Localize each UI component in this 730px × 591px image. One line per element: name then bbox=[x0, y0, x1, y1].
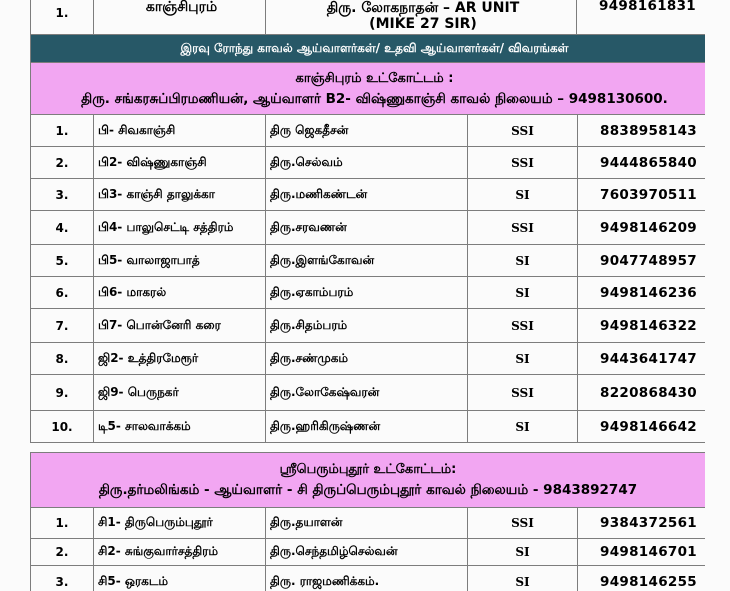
phone-number: 7603970511 bbox=[578, 179, 720, 211]
officer-cell bbox=[266, 0, 577, 35]
row-number: 2. bbox=[31, 539, 94, 566]
section-header bbox=[31, 63, 719, 115]
table-row bbox=[31, 245, 720, 277]
phone-number: 9498146701 bbox=[578, 539, 720, 566]
rank-label: SI bbox=[468, 566, 578, 591]
phone-number: 9498146209 bbox=[578, 211, 720, 245]
phone-number: 9498146255 bbox=[578, 566, 720, 591]
officer-table-section1 bbox=[30, 114, 720, 443]
station-name: பி4- பாலுசெட்டி சத்திரம் bbox=[94, 211, 266, 245]
officer-name: திரு.மணிகண்டன் bbox=[266, 179, 468, 211]
rank-label: SSI bbox=[468, 309, 578, 343]
rank-label: SI bbox=[468, 539, 578, 566]
phone-number: 9498146236 bbox=[578, 277, 720, 309]
row-number: 8. bbox=[31, 343, 94, 375]
row-number: 9. bbox=[31, 375, 94, 411]
table-row bbox=[31, 343, 720, 375]
kanchipuram-subdivision-header bbox=[31, 63, 719, 115]
phone-number: 9047748957 bbox=[578, 245, 720, 277]
officer-name: திரு.ஏகாம்பரம் bbox=[266, 277, 468, 309]
table-row bbox=[31, 0, 719, 35]
rank-label: SSI bbox=[468, 115, 578, 147]
phone-number: 9384372561 bbox=[578, 508, 720, 539]
officer-table-section2-header bbox=[30, 452, 706, 508]
table-row bbox=[31, 179, 720, 211]
row-number: 5. bbox=[31, 245, 94, 277]
section-inspector-line: திரு.தர்மலிங்கம் - ஆய்வாளர் - சி திருப்பெரும்புதூர் காவல் நிலையம் - 9843892747 bbox=[98, 482, 638, 498]
rank-label: SI bbox=[468, 277, 578, 309]
phone-number: 9498161831 bbox=[577, 0, 719, 35]
table-row bbox=[31, 35, 719, 63]
section-title: காஞ்சிபுரம் உட்கோட்டம் : bbox=[295, 70, 454, 86]
table-row bbox=[31, 115, 720, 147]
officer-name: திரு.சிதம்பரம் bbox=[266, 309, 468, 343]
phone-number: 9444865840 bbox=[578, 147, 720, 179]
officer-name: திரு.சண்முகம் bbox=[266, 343, 468, 375]
officer-name: திரு.இளங்கோவன் bbox=[266, 245, 468, 277]
night-patrol-banner: இரவு ரோந்து காவல் ஆய்வாளர்கள்/ உதவி ஆய்வாளர்கள்/ விவரங்கள் bbox=[31, 35, 719, 63]
officer-name: திரு.ஹரிகிருஷ்ணன் bbox=[266, 411, 468, 443]
section-title: ஸ்ரீபெரும்புதூர் உட்கோட்டம்: bbox=[279, 462, 457, 477]
officer-name: திரு. ராஜமணிக்கம். bbox=[266, 566, 468, 591]
section-header bbox=[31, 453, 706, 508]
station-name: பி3- காஞ்சி தாலுக்கா bbox=[94, 179, 266, 211]
table-row bbox=[31, 211, 720, 245]
rank-label: SSI bbox=[468, 508, 578, 539]
page-margin bbox=[705, 0, 730, 591]
station-name: பி- சிவகாஞ்சி bbox=[94, 115, 266, 147]
row-number: 2. bbox=[31, 147, 94, 179]
rank-label: SI bbox=[468, 343, 578, 375]
station-name: பி6- மாகரல் bbox=[94, 277, 266, 309]
row-number: 6. bbox=[31, 277, 94, 309]
station-name: பி5- வாலாஜாபாத் bbox=[94, 245, 266, 277]
row-number: 3. bbox=[31, 566, 94, 591]
rank-label: SI bbox=[468, 179, 578, 211]
table-row bbox=[31, 411, 720, 443]
row-number: 3. bbox=[31, 179, 94, 211]
rank-label: SSI bbox=[468, 211, 578, 245]
phone-number: 8838958143 bbox=[578, 115, 720, 147]
row-number: 7. bbox=[31, 309, 94, 343]
section-inspector-line: திரு. சங்கரசுப்பிரமணியன், ஆய்வாளர் B2- விஷ்ணுகாஞ்சி காவல் நிலையம் – 9498130600. bbox=[81, 90, 668, 107]
station-name: ஜி9- பெருநகர் bbox=[94, 375, 266, 411]
officer-table-section2 bbox=[30, 507, 720, 591]
table-row bbox=[31, 309, 720, 343]
table-row bbox=[31, 539, 720, 566]
officer-table-top bbox=[30, 0, 719, 115]
station-name: ஜி2- உத்திரமேரூர் bbox=[94, 343, 266, 375]
table-row bbox=[31, 566, 720, 591]
row-number: 1. bbox=[31, 508, 94, 539]
officer-name: திரு ஜெகதீசன் bbox=[266, 115, 468, 147]
station-name: சி2- சுங்குவார்சத்திரம் bbox=[94, 539, 266, 566]
table-row bbox=[31, 508, 720, 539]
row-number: 1. bbox=[31, 0, 94, 35]
phone-number: 8220868430 bbox=[578, 375, 720, 411]
table-row bbox=[31, 375, 720, 411]
sriperumbudur-subdivision-header bbox=[31, 453, 706, 508]
rank-label: SSI bbox=[468, 147, 578, 179]
officer-name: திரு.லோகேஷ்வரன் bbox=[266, 375, 468, 411]
officer-name: திரு. லோகநாதன் – AR UNIT bbox=[326, 0, 520, 16]
row-number: 1. bbox=[31, 115, 94, 147]
table-row bbox=[31, 147, 720, 179]
officer-name: திரு.செல்வம் bbox=[266, 147, 468, 179]
mike-label: (MIKE 27 SIR) bbox=[369, 16, 477, 32]
row-number: 4. bbox=[31, 211, 94, 245]
row-number: 10. bbox=[31, 411, 94, 443]
station-name: டி5- சாலவாக்கம் bbox=[94, 411, 266, 443]
station-name: சி5- ஒரகடம் bbox=[94, 566, 266, 591]
station-name: சி1- திருபெரும்புதூர் bbox=[94, 508, 266, 539]
phone-number: 9498146322 bbox=[578, 309, 720, 343]
officer-name: திரு.செந்தமிழ்செல்வன் bbox=[266, 539, 468, 566]
station-name: பி7- பொன்னேரி கரை bbox=[94, 309, 266, 343]
station-name: பி2- விஷ்ணுகாஞ்சி bbox=[94, 147, 266, 179]
station-name: காஞ்சிபுரம் bbox=[94, 0, 266, 35]
rank-label: SI bbox=[468, 245, 578, 277]
rank-label: SSI bbox=[468, 375, 578, 411]
phone-number: 9443641747 bbox=[578, 343, 720, 375]
table-row bbox=[31, 277, 720, 309]
phone-number: 9498146642 bbox=[578, 411, 720, 443]
officer-name: திரு.சரவணன் bbox=[266, 211, 468, 245]
officer-name: திரு.தயாளன் bbox=[266, 508, 468, 539]
rank-label: SI bbox=[468, 411, 578, 443]
